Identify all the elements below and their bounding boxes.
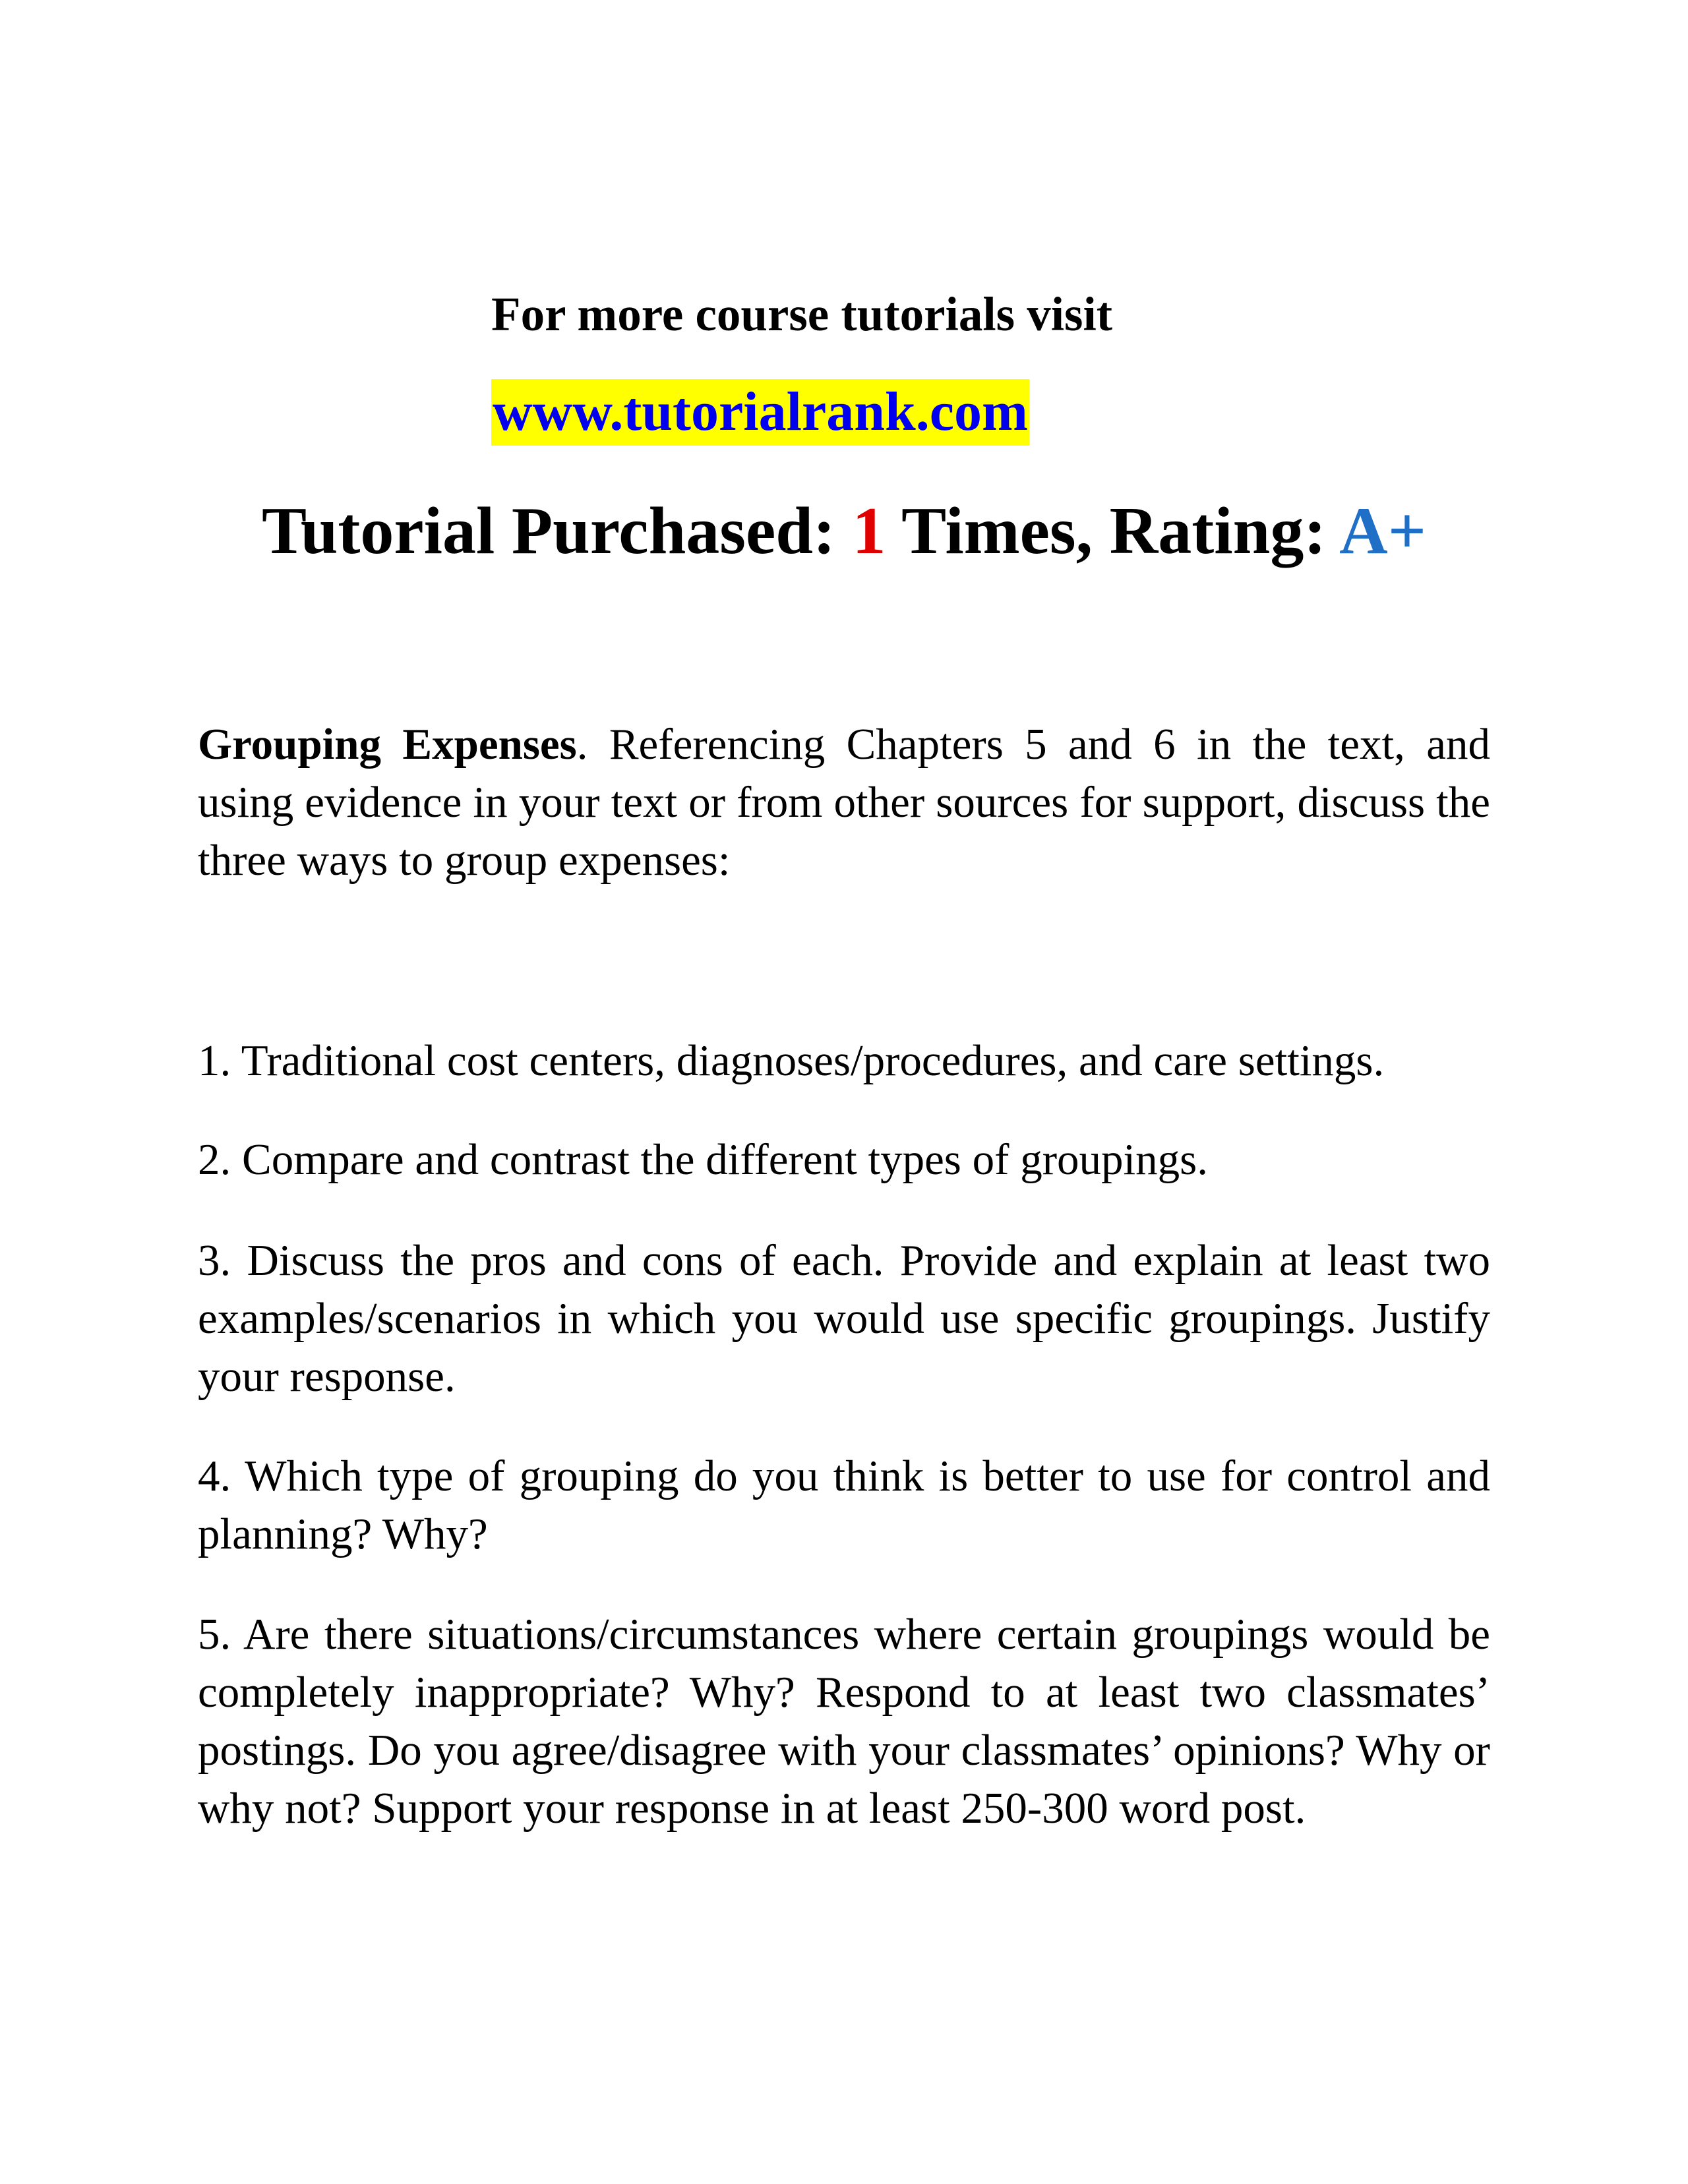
rating-value: A+ <box>1339 494 1426 568</box>
times-rating-label: Times, Rating: <box>901 494 1327 568</box>
site-link[interactable]: www.tutorialrank.com <box>491 379 1029 446</box>
question-2: 2. Compare and contrast the different types of groupings. <box>198 1135 1208 1184</box>
question-4: 4. Which type of grouping do you think is better to use for control and planning? Why? <box>198 1452 1490 1558</box>
purchased-label: Tutorial Purchased: <box>262 494 835 568</box>
intro-text: . Referencing Chapters 5 and 6 in the text, and using evidence in your text or from other sources for support, discuss the three ways to group expenses: <box>198 720 1490 885</box>
purchase-rating-line <box>0 491 1688 572</box>
intro-title: Grouping Expenses <box>198 720 577 769</box>
visit-text: For more course tutorials visit <box>491 287 1113 341</box>
intro-paragraph <box>198 715 1490 889</box>
question-5: 5. Are there situations/circumstances where certain groupings would be completely inappropriate? Why? Respond to at least two classmates’ postings. Do you agree/disagree with your classmates’ opinions? Why or why not? Support your response in at least 250-300 word post. <box>198 1610 1490 1833</box>
question-1: 1. Traditional cost centers, diagnoses/procedures, and care settings. <box>198 1036 1385 1085</box>
purchase-count: 1 <box>852 494 886 568</box>
question-3: 3. Discuss the pros and cons of each. Provide and explain at least two examples/scenarios in which you would use specific groupings. Justify your response. <box>198 1236 1490 1401</box>
